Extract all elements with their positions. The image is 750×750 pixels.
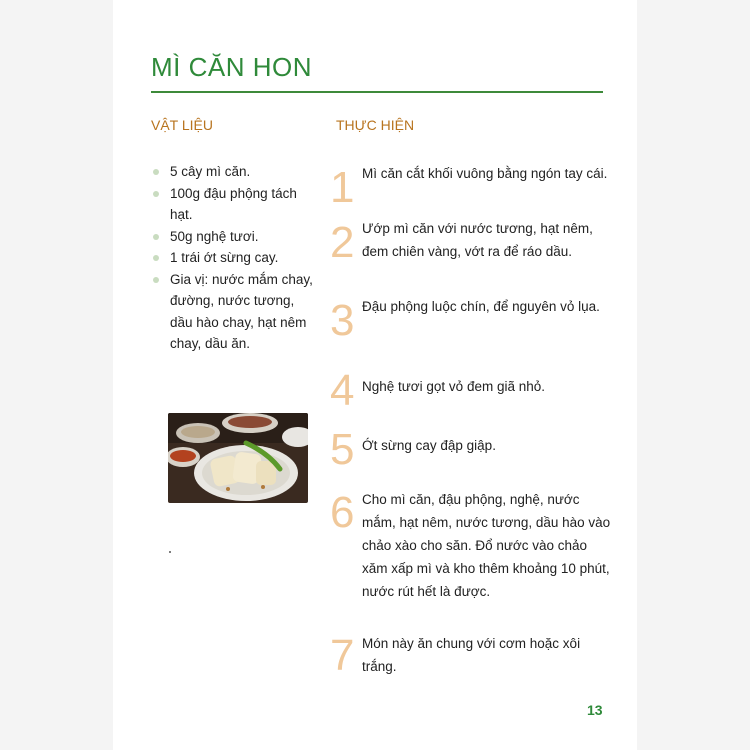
dish-photo	[168, 413, 308, 503]
bullet-icon	[153, 255, 159, 261]
bullet-icon	[153, 234, 159, 240]
step-number: 5	[330, 425, 355, 474]
step-number: 2	[330, 218, 355, 267]
page-number: 13	[587, 702, 603, 718]
list-item	[151, 226, 316, 248]
bullet-icon	[153, 169, 159, 175]
step-number: 6	[330, 488, 355, 537]
steps-heading: THỰC HIỆN	[336, 117, 415, 133]
bullet-icon	[153, 191, 159, 197]
step-text: Cho mì căn, đậu phộng, nghệ, nước mắm, hạt nêm, nước tương, dầu hào vào chảo xào cho săn. Đổ nước vào chảo xăm xấp mì và kho thêm khoảng 10 phút, nước rút hết là được.	[362, 492, 611, 599]
list-item	[151, 161, 316, 183]
step-number: 1	[330, 163, 355, 212]
ingredients-heading: VẬT LIỆU	[151, 117, 213, 133]
step-text: Đậu phộng luộc chín, để nguyên vỏ lụa.	[362, 299, 600, 314]
step-text: Nghệ tươi gọt vỏ đem giã nhỏ.	[362, 379, 545, 394]
list-item	[151, 269, 316, 355]
step-text: Món này ăn chung với cơm hoặc xôi trắng.	[362, 636, 581, 674]
step-text: Mì căn cắt khối vuông bằng ngón tay cái.	[362, 166, 608, 181]
ingredient-text: 1 trái ớt sừng cay.	[170, 250, 279, 265]
ingredient-text: 100g đậu phộng tách hạt.	[170, 185, 297, 222]
ingredient-text: 50g nghệ tươi.	[170, 228, 259, 244]
step-text: Ướp mì căn với nước tương, hạt nêm, đem chiên vàng, vớt ra để ráo dầu.	[362, 221, 593, 259]
ingredients-list	[151, 161, 316, 355]
step-number: 7	[330, 631, 355, 680]
recipe-title: MÌ CĂN HON	[151, 52, 312, 82]
step-text: Ớt sừng cay đập giập.	[362, 438, 496, 453]
list-item	[151, 183, 316, 226]
dish-photo-illustration	[168, 413, 308, 503]
ingredient-text: Gia vị: nước mắm chay, đường, nước tương, dầu hào chay, hạt nêm chay, dầu ăn.	[170, 271, 313, 351]
ingredient-text: 5 cây mì căn.	[170, 164, 251, 179]
list-item	[151, 247, 316, 269]
print-speck	[169, 551, 171, 553]
bullet-icon	[153, 277, 159, 283]
title-divider	[151, 91, 603, 93]
step-number: 3	[330, 296, 355, 345]
step-number: 4	[330, 366, 355, 415]
recipe-page	[113, 0, 637, 750]
